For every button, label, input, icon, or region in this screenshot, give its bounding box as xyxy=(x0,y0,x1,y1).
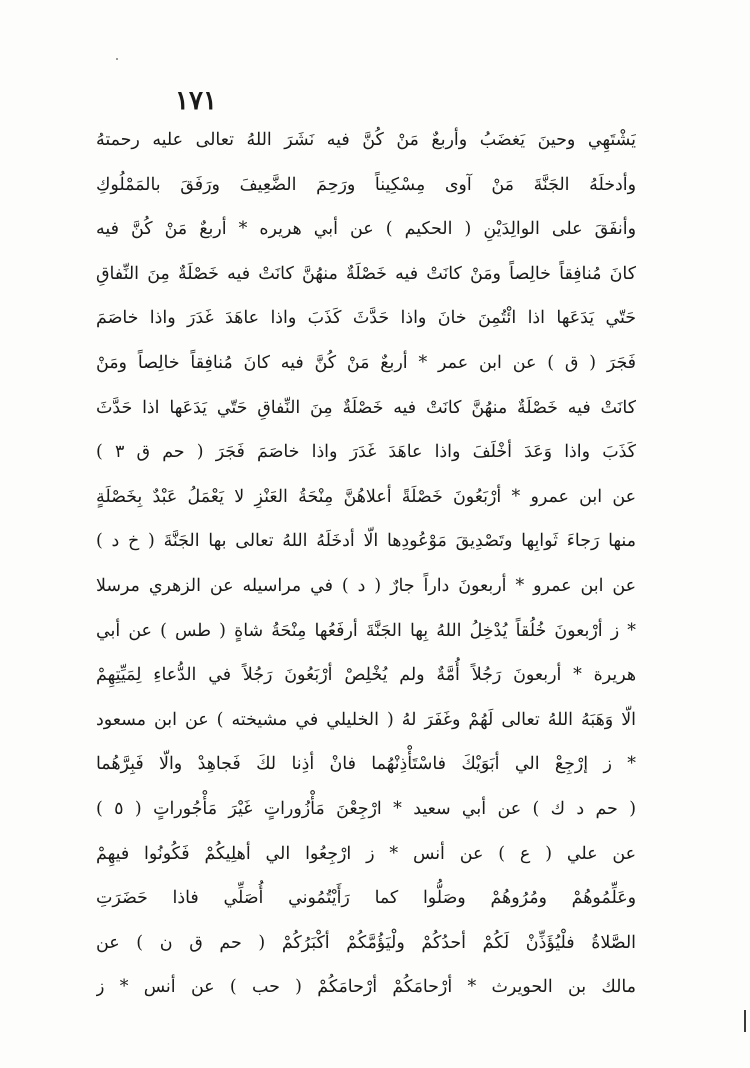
scan-speck xyxy=(116,58,118,60)
text-line-12: * ز أرْبعونَ خُلُقاً يُدْخِلُ اللهُ بِها الجَنَّةَ أرفَعُها مِنْحَةُ شاةٍ ( طس ) عن أبي xyxy=(96,620,636,641)
page-number: ١٧١ xyxy=(175,86,217,116)
text-line-4: كانَ مُنافِقاً خالِصاً ومَنْ كانَتْ فيه خَصْلَةٌ منهُنَّ كانَتْ فيه خَصْلَةٌ مِنَ النِّفاقِ xyxy=(96,263,636,284)
text-line-3: وأنفَقَ على الوالِدَيْنِ ( الحكيم ) عن أبي هريره * أربعٌ مَنْ كُنَّ فيه xyxy=(96,219,636,240)
text-line-16: ( حم د ك ) عن أبي سعيد * ارْجِعْنَ مَأْزُوراتٍ غَيْرَ مَأْجُوراتٍ ( ٥ ) xyxy=(96,798,636,819)
text-line-5: حَتّي يَدَعَها اذا ائْتُمِنَ خانَ واذا حَدَّثَ كَذَبَ واذا عاهَدَ غَدَرَ واذا خاصَمَ xyxy=(96,308,636,329)
text-line-17: عن علي ( ع ) عن أنس * ز ارْجِعُوا الي أهلِيكُمْ فَكُونُوا فيهِمْ xyxy=(96,843,636,864)
text-line-8: كَذَبَ واذا وَعَدَ أخْلَفَ واذا عاهَدَ غَدَرَ واذا خاصَمَ فَجَرَ ( حم ق ٣ ) xyxy=(96,442,636,463)
text-line-13: هريرة * أربعونَ رَجُلاً أُمَّةٌ ولم يُخْلِصْ أرْبَعُونَ رَجُلاً في الدُّعاءِ لِمَيِّتِهِمْ xyxy=(96,665,636,686)
text-line-18: وعَلِّمُوهُمْ ومُرُوهُمْ وصَلُّوا كما رَأَيْتُمُوني أُصَلِّي فاذا حَضَرَتِ xyxy=(96,888,636,909)
text-line-14: الّا وَهَبَهُ اللهُ تعالى لَهُمْ وغَفَرَ لهُ ( الخليلي في مشيخته ) عن ابن مسعود xyxy=(96,709,636,730)
text-line-7: كانَتْ فيه خَصْلَةٌ منهُنَّ كانَتْ فيه خَصْلَةٌ مِنَ النِّفاقِ حَتّي يَدَعَها اذا حَدَّثَ xyxy=(96,397,636,418)
text-line-1: يَشْتَهِي وحينَ يَغضَبُ وأربعٌ مَنْ كُنَّ فيه نَشَرَ اللهُ تعالى عليه رحمتهُ xyxy=(96,130,636,150)
text-line-2: وأدخلَهُ الجَنَّةَ مَنْ آوى مِسْكِيناً ورَحِمَ الضَّعِيفَ ورَفَقَ بالمَمْلُوكِ xyxy=(96,174,636,195)
text-line-6: فَجَرَ ( ق ) عن ابن عمر * أربعٌ مَنْ كُنَّ فيه كانَ مُنافِقاً خالِصاً ومَنْ xyxy=(96,352,636,373)
hadith-text-block xyxy=(96,118,636,1010)
text-line-20: مالك بن الحويرث * أرْحامَكُمْ أرْحامَكُمْ ( حب ) عن أنس * ز xyxy=(96,977,636,998)
text-line-11: عن ابن عمرو * أربعونَ داراً جارٌ ( د ) في مراسيله عن الزهري مرسلا xyxy=(96,575,636,596)
text-line-15: * ز إرْجِعْ الي أبَوَيْكَ فاسْتَأْذِنْهُما فانْ أذِنا لكَ فَجاهِدْ والّا فَبِرَّهُما xyxy=(96,754,636,775)
scan-edge-mark xyxy=(744,1010,746,1032)
text-line-19: الصَّلاةُ فلْيُؤَذِّنْ لَكُمْ أحدُكُمْ ولْيَؤُمَّكُمْ أكْبَرُكُمْ ( حم ق ن ) عن xyxy=(96,932,636,953)
text-line-10: منها رَجاءَ ثَوابِها وتَصْدِيقَ مَوْعُودِها الّا أدخَلَهُ اللهُ تعالى بها الجَنَّةَ ( خ د ) xyxy=(96,531,636,552)
text-line-9: عن ابن عمرو * أرْبَعُونَ خَصْلَةً أعلاهُنَّ مِنْحَةُ العَنْزِ لا يَعْمَلُ عَبْدٌ بِخَصْلَةٍ xyxy=(96,486,636,507)
